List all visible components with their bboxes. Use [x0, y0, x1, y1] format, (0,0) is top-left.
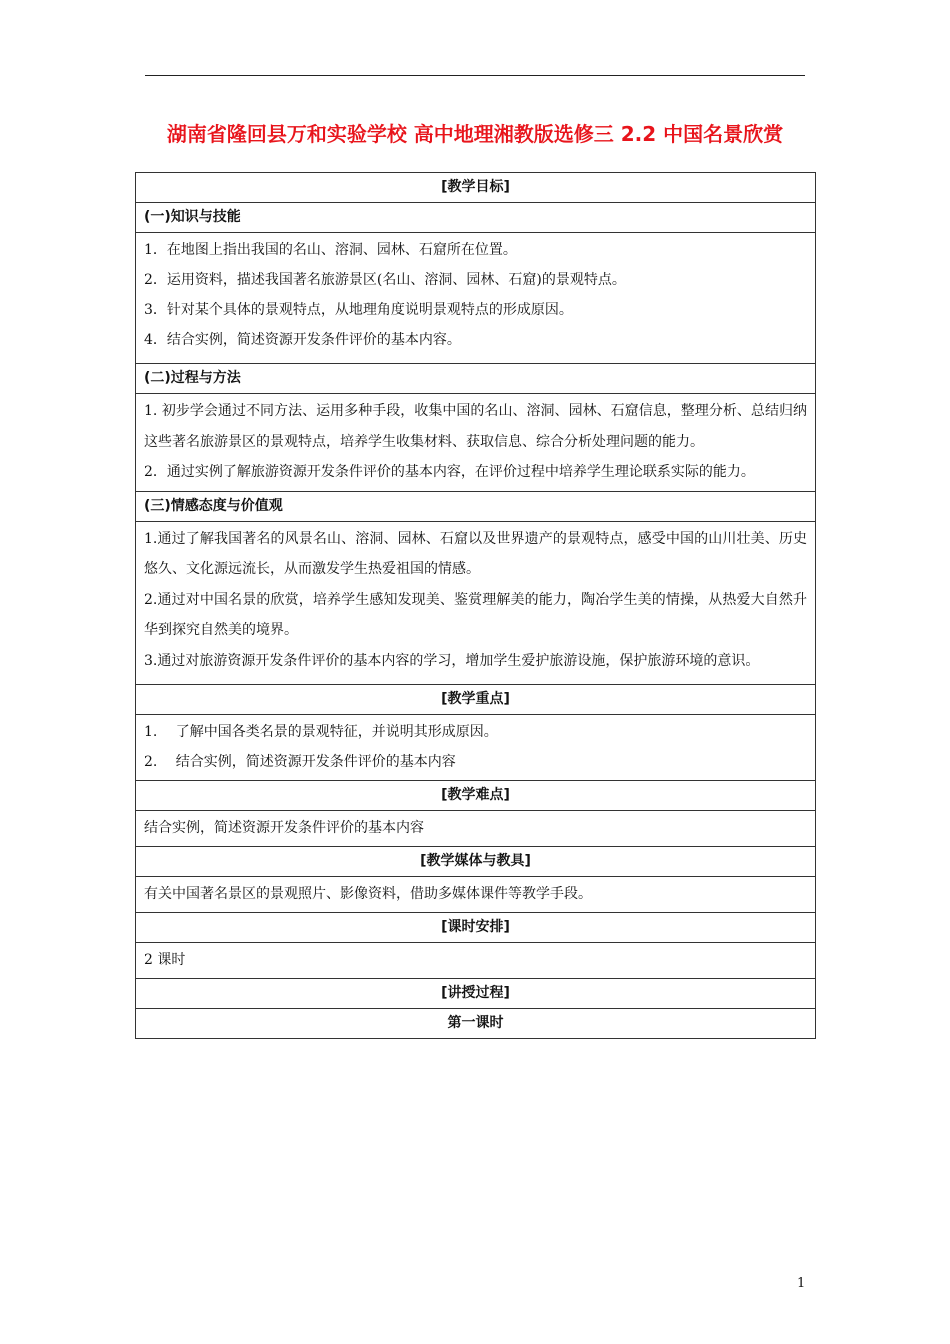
schedule-header: [课时安排] — [136, 913, 816, 943]
lesson-one-title: 第一课时 — [136, 1009, 816, 1039]
media-text: 有关中国著名景区的景观照片、影像资料，借助多媒体课件等教学手段。 — [136, 877, 816, 913]
knowledge-item: 2．运用资料，描述我国著名旅游景区(名山、溶洞、园林、石窟)的景观特点。 — [144, 272, 626, 288]
knowledge-heading: (一)知识与技能 — [136, 203, 816, 233]
process-section-header: [讲授过程] — [136, 979, 816, 1009]
key-points-header: [教学重点] — [136, 685, 816, 715]
process-item: 1. 初步学会通过不同方法、运用多种手段，收集中国的名山、溶洞、园林、石窟信息，整理分析、总结归纳这些著名旅游景区的景观特点，培养学生收集材料、获取信息、综合分析处理问题的能力。 — [144, 403, 807, 450]
attitude-heading: (三)情感态度与价值观 — [136, 491, 816, 521]
document-title: 湖南省隆回县万和实验学校 高中地理湘教版选修三 2.2 中国名景欣赏 — [166, 122, 784, 146]
process-item: 2．通过实例了解旅游资源开发条件评价的基本内容，在评价过程中培养学生理论联系实际的能力。 — [144, 464, 755, 480]
process-heading: (二)过程与方法 — [136, 364, 816, 394]
attitude-list — [136, 521, 816, 685]
media-header: [教学媒体与教具] — [136, 847, 816, 877]
difficulties-text: 结合实例，简述资源开发条件评价的基本内容 — [136, 811, 816, 847]
knowledge-item: 3．针对某个具体的景观特点，从地理角度说明景观特点的形成原因。 — [144, 302, 573, 318]
page-number: 1 — [797, 1276, 806, 1291]
attitude-item: 3.通过对旅游资源开发条件评价的基本内容的学习，增加学生爱护旅游设施，保护旅游环境的意识。 — [144, 652, 760, 669]
key-point-item: 2. 结合实例，简述资源开发条件评价的基本内容 — [144, 754, 456, 770]
knowledge-list — [136, 233, 816, 364]
process-list — [136, 394, 816, 492]
header-rule — [145, 75, 805, 76]
attitude-item: 2.通过对中国名景的欣赏，培养学生感知发现美、鉴赏理解美的能力，陶冶学生美的情操，从热爱大自然升华到探究自然美的境界。 — [144, 591, 807, 638]
difficulties-header: [教学难点] — [136, 781, 816, 811]
knowledge-item: 1．在地图上指出我国的名山、溶洞、园林、石窟所在位置。 — [144, 242, 517, 258]
key-points-list — [136, 715, 816, 781]
objectives-header: [教学目标] — [136, 173, 816, 203]
lesson-plan-table — [135, 172, 816, 1039]
schedule-text: 2 课时 — [136, 943, 816, 979]
knowledge-item: 4．结合实例，简述资源开发条件评价的基本内容。 — [144, 332, 461, 348]
key-point-item: 1. 了解中国各类名景的景观特征，并说明其形成原因。 — [144, 724, 498, 740]
attitude-item: 1.通过了解我国著名的风景名山、溶洞、园林、石窟以及世界遗产的景观特点，感受中国的山川壮美、历史悠久、文化源远流长，从而激发学生热爱祖国的情感。 — [144, 530, 807, 577]
